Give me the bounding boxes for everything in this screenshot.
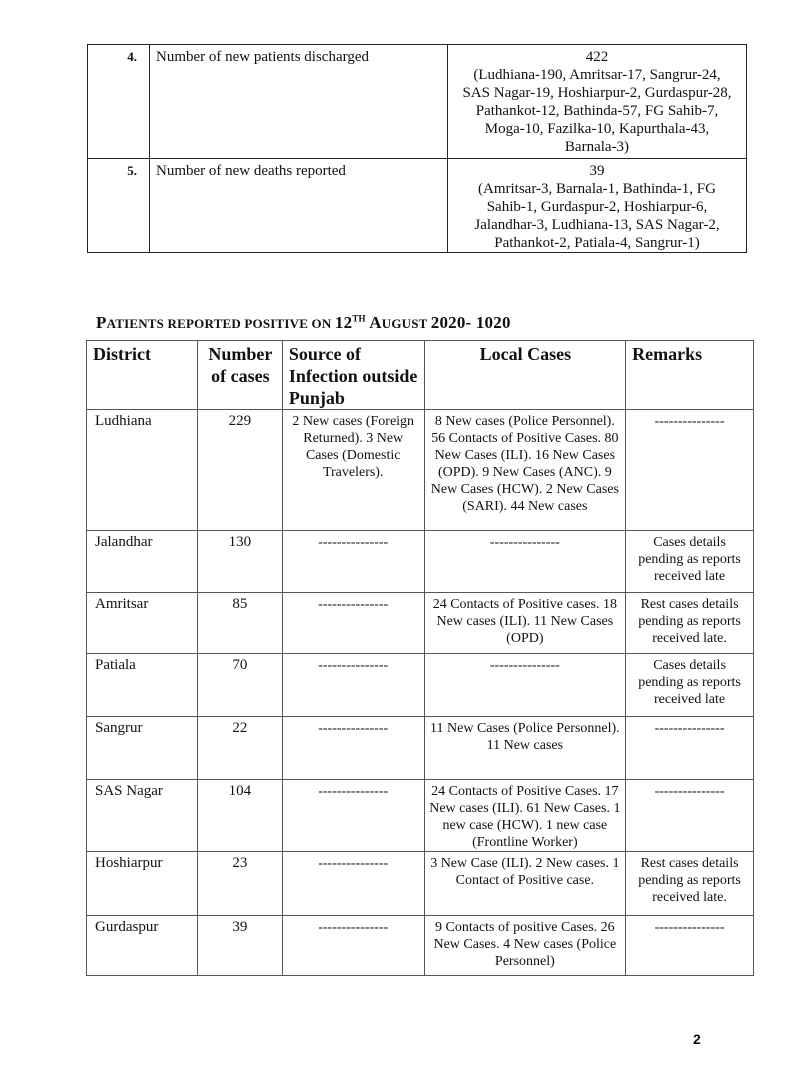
section-title <box>96 313 511 333</box>
table-row <box>87 780 754 852</box>
cell-number: 85 <box>197 593 282 654</box>
cell-remarks: --------------- <box>626 780 754 852</box>
cell-local: --------------- <box>424 531 626 593</box>
summary-row-discharged <box>88 45 747 159</box>
row-value-cell <box>448 45 747 159</box>
cell-source: --------------- <box>282 593 424 654</box>
cell-local: 9 Contacts of positive Cases. 26 New Cases. 4 New cases (Police Personnel) <box>424 916 626 976</box>
row-number: 5. <box>88 159 150 253</box>
row-detail: (Ludhiana-190, Amritsar-17, Sangrur-24, SAS Nagar-19, Hoshiarpur-2, Gurdaspur-28, Pathankot-12, Bathinda-57, FG Sahib-7, Moga-10, Fazilka-10, Kapurthala-43, Barnala-3) <box>462 67 732 155</box>
page-number: 2 <box>693 1031 701 1047</box>
cell-remarks: --------------- <box>626 410 754 531</box>
cell-district: Hoshiarpur <box>87 852 198 916</box>
cell-source: --------------- <box>282 852 424 916</box>
title-part: A <box>365 313 382 332</box>
row-value: 39 <box>589 163 605 179</box>
cell-remarks: --------------- <box>626 916 754 976</box>
title-part: 2020- 1020 <box>430 313 511 332</box>
cell-district: Gurdaspur <box>87 916 198 976</box>
cell-source: --------------- <box>282 654 424 717</box>
cell-district: SAS Nagar <box>87 780 198 852</box>
cell-local: 8 New cases (Police Personnel). 56 Contacts of Positive Cases. 80 New Cases (ILI). 16 New Cases (OPD). 9 New Cases (ANC). 9 New Cases (HCW). 2 New Cases (SARI). 44 New cases <box>424 410 626 531</box>
cases-table <box>86 340 754 976</box>
header-source: Source of Infection outside Punjab <box>282 341 424 410</box>
header-remarks: Remarks <box>626 341 754 410</box>
table-row <box>87 593 754 654</box>
cell-source: 2 New cases (Foreign Returned). 3 New Cases (Domestic Travelers). <box>282 410 424 531</box>
row-value: 422 <box>585 49 609 65</box>
cell-local: 11 New Cases (Police Personnel). 11 New cases <box>424 717 626 780</box>
table-row <box>87 717 754 780</box>
row-label: Number of new deaths reported <box>150 159 448 253</box>
title-superscript: TH <box>352 313 366 324</box>
table-row <box>87 852 754 916</box>
cell-district: Patiala <box>87 654 198 717</box>
title-part: 12 <box>334 313 353 332</box>
cell-source: --------------- <box>282 531 424 593</box>
table-row <box>87 916 754 976</box>
title-part: ATIENTS REPORTED POSITIVE ON <box>106 316 335 331</box>
summary-row-deaths <box>88 159 747 253</box>
cell-number: 70 <box>197 654 282 717</box>
table-row <box>87 531 754 593</box>
header-local: Local Cases <box>424 341 626 410</box>
cell-number: 229 <box>197 410 282 531</box>
cell-district: Sangrur <box>87 717 198 780</box>
cell-number: 22 <box>197 717 282 780</box>
cell-local: --------------- <box>424 654 626 717</box>
row-number: 4. <box>88 45 150 159</box>
cell-remarks: Cases details pending as reports received late <box>626 654 754 717</box>
cell-number: 23 <box>197 852 282 916</box>
row-value-cell <box>448 159 747 253</box>
cell-source: --------------- <box>282 717 424 780</box>
cell-source: --------------- <box>282 780 424 852</box>
cell-remarks: Rest cases details pending as reports received late. <box>626 593 754 654</box>
cell-remarks: Cases details pending as reports received late <box>626 531 754 593</box>
cell-district: Jalandhar <box>87 531 198 593</box>
cell-local: 3 New Case (ILI). 2 New cases. 1 Contact of Positive case. <box>424 852 626 916</box>
title-part: UGUST <box>381 316 431 331</box>
cell-number: 39 <box>197 916 282 976</box>
table-header-row <box>87 341 754 410</box>
cell-district: Amritsar <box>87 593 198 654</box>
title-part: P <box>96 313 107 332</box>
cell-district: Ludhiana <box>87 410 198 531</box>
cell-number: 104 <box>197 780 282 852</box>
cell-remarks: Rest cases details pending as reports received late. <box>626 852 754 916</box>
table-row <box>87 654 754 717</box>
table-row <box>87 410 754 531</box>
cell-local: 24 Contacts of Positive cases. 18 New cases (ILI). 11 New Cases (OPD) <box>424 593 626 654</box>
row-detail: (Amritsar-3, Barnala-1, Bathinda-1, FG Sahib-1, Gurdaspur-2, Hoshiarpur-6, Jalandhar-3, Ludhiana-13, SAS Nagar-2, Pathankot-2, Patiala-4, Sangrur-1) <box>474 181 720 251</box>
cell-local: 24 Contacts of Positive Cases. 17 New cases (ILI). 61 New Cases. 1 new case (HCW). 1 new case (Frontline Worker) <box>424 780 626 852</box>
header-number: Number of cases <box>197 341 282 410</box>
row-label: Number of new patients discharged <box>150 45 448 159</box>
cell-number: 130 <box>197 531 282 593</box>
cell-source: --------------- <box>282 916 424 976</box>
header-district: District <box>87 341 198 410</box>
summary-table <box>87 44 747 253</box>
cell-remarks: --------------- <box>626 717 754 780</box>
